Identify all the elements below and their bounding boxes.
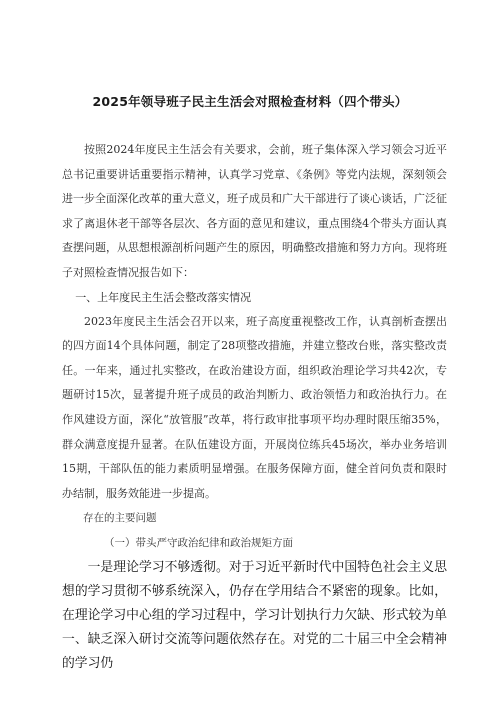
intro-paragraph: 按照2024年度民主生活会有关要求，会前，班子集体深入学习领会习近平总书记重要讲话重要指示精神，认真学习党章、《条例》等党内法规，深刻领会进一步全面深化改革的重大意义，班子成员和广大干部进行了谈心谈话，广泛征求了离退休老干部等各层次、各方面的意见和建议，重点围绕4个带头方面认真查摆问题，从思想根源剖析问题产生的原因，明确整改措施和努力方向。现将班子对照检查情况报告如下： [62,143,447,279]
document-title: 2025年领导班子民主生活会对照检查材料（四个带头） [92,94,408,109]
problem-1-lead: 一是理论学习不够透彻。 [87,560,229,576]
section-1-heading: 一、上年度民主生活会整改落实情况 [75,290,252,304]
section-1-paragraph: 2023年度民主生活会召开以来，班子高度重视整改工作，认真剖析查摆出的四方面14个具体问题，制定了28项整改措施，并建立整改台账，落实整改责任。一年来，通过扎实整改，在政治建设方面，组织政治理论学习共42次，专题研讨15次，显著提升班子成员的政治判断力、政治领悟力和政治执行力。在作风建设方面，深化“放管服”改革，将行政审批事项平均办理时限压缩35%，群众满意度提升显著。在队伍建设方面，开展岗位练兵45场次，举办业务培训15期，干部队伍的能力素质明显增强。在服务保障方面，健全首问负责和限时办结制，服务效能进一步提高。 [62,314,447,500]
subsection-1-heading: （一）带头严守政治纪律和政治规矩方面 [104,537,293,550]
problems-heading: 存在的主要问题 [83,512,157,525]
document-body [62,138,447,676]
problem-1-paragraph [62,556,447,676]
problem-1-text: 对于习近平新时代中国特色社会主义思想的学习贯彻不够系统深入，仍存在学用结合不紧密的现象。比如，在理论学习中心组的学习过程中，学习计划执行力欠缺、形式较为单一、缺乏深入研讨交流等问题依然存在。对党的二十届三中全会精神的学习仍 [62,560,448,672]
